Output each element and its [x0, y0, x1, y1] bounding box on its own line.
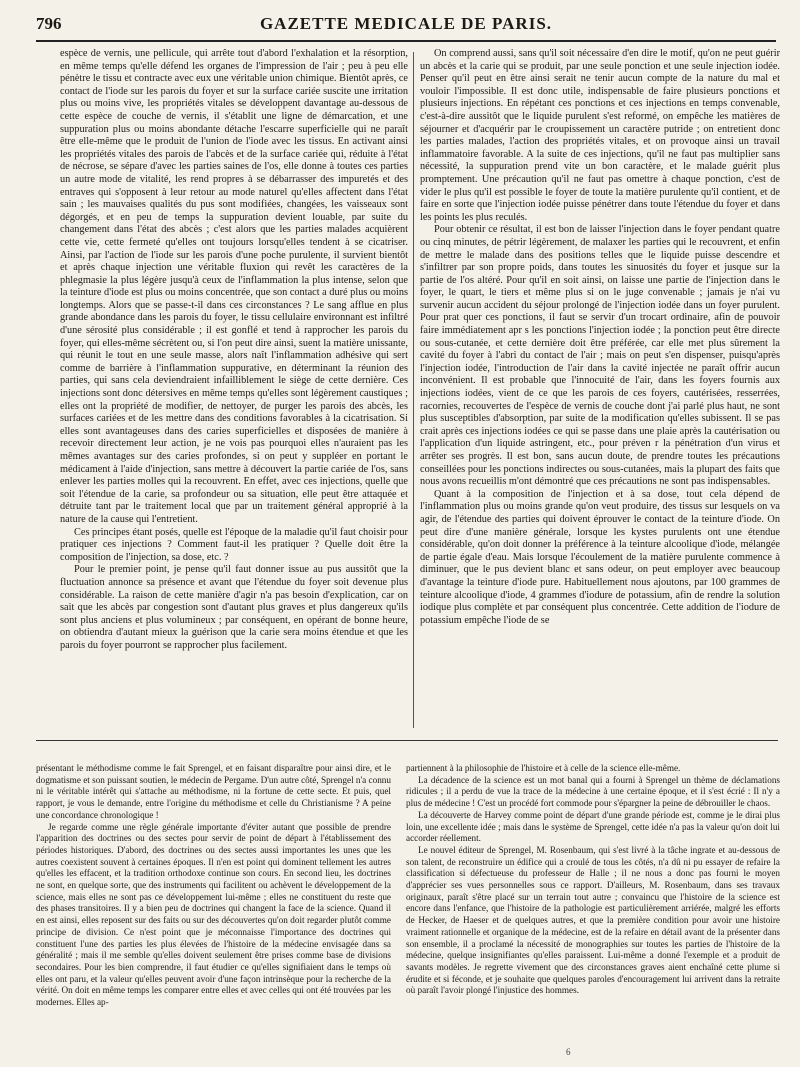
article-paragraph: On comprend aussi, sans qu'il soit nécessaire d'en dire le motif, qu'on ne peut guérir un abcès et la carie qui se produit, par une seule ponction et une seule injection iodée. Penser qu'il peut en être ainsi serait ne tenir aucun compte de la nature du mal et vouloir l'impossible. Il est donc utile, indispensable de faire plusieurs ponctions et plusieurs injections. En répétant ces ponctions et ces injections en temps convenable, c'est-à-dire aussitôt que le liquide purulent s'est reformé, on empêche les matières de séjourner et d'acquérir par le croupissement un caractère putride ; on entretient donc les parties malades, l'action des propriétés vitales, et on provoque ainsi un travail inflammatoire favorable. A la suite de ces injections, qu'il ne faut pas multiplier sans nécessité, la suppuration prend vite un bon caractère, et le malade guérit plus promptement. Une précaution qu'il ne faut pas omettre à chaque ponction, c'est de vider le plus qu'il est possible le foyer de toute la matière purulente qu'il contient, et de faire en sorte que l'injection iodée puisse pénétrer dans toute l'étendue du foyer et dans les points les plus reculés.	[420, 48, 780, 223]
page-number: 796	[36, 14, 62, 33]
feuilleton-paragraph: présentant le méthodisme comme le fait Sprengel, et en faisant disparaître pour ainsi dire, et le dogmatisme et son puissant soutien, le médecin de Pergame. D'un autre côté, Sprengel n'a connu ni le véritable intérêt qui s'attache au méthodisme, ni la fortune de cette secte. Et puis, quel rapport, je vous le demande, entre l'origine du méthodisme et celle du Christianisme ? A peine une concordance chronologique !	[36, 763, 391, 820]
article-paragraph: espèce de vernis, une pellicule, qui arrête tout d'abord l'exhalation et la résorption, en même temps qu'elle défend les organes de l'impression de l'air ; peu à peu elle pénètre le tissu et contracte avec eux une véritable union chimique. Bientôt après, ce contact de l'iode sur les parois du foyer et sur la surface cariée suscite une irritation plus ou moins vive, les propriétés vitales se développent davantage au-dessous de cette espèce de couche de vernis, il s'établit une ligne de démarcation, et une suppuration plus ou moins abondante détache l'escarre superficielle qui ne paraît être elle-même que le produit de l'union de l'iode avec les tissus. En activant ainsi les propriétés vitales des parois de l'abcès et de la surface cariée qui, réduite à l'état de nécrose, se sépare d'avec les parties saines de l'os, elle donne à toutes ces parties un autre mode de vitalité, les rend propres à se débarrasser des impuretés et des entraves qui s'opposent à leur retour au mode naturel qu'elles affectent dans l'état sain ; les mauvaises qualités du pus sont modifiées, changées, les vaisseaux sont dégorgés, et en peu de temps la suppuration devient louable, par suite du changement dans l'état des abcès ; c'est alors que les parties malades acquièrent cette vie, cette fermeté qu'elles ont toujours lorsqu'elles tendent à se cicatriser. Ainsi, par l'action de l'iode sur les parois d'une poche purulente, il survient bientôt et après chaque injection une véritable fluxion qui revêt les caractères de la phlegmasie la plus légère jusqu'à ceux de l'inflammation la plus intense, selon que la teinture d'iode est plus ou moins concentrée, que son contact a duré plus ou moins longtemps. Alors que se passe-t-il dans ces circonstances ? Le sang afflue en plus grande abondance dans les parois du foyer, le tissu cellulaire environnant est infiltré d'une sérosité plus considérable ; il est gonflé et tend à rapprocher les parois du foyer, qui elles-même sécrètent ou, si l'on peut dire ainsi, suent la matière unissante, qui réunit le tout en une seule masse, alors naît l'inflammation adhésive qui sert comme de barrière à l'inflammation suppurative, en déterminant la réunion des parties, qui sans cela deviendraient infailliblement le siège de cette dernière. Ces injections sont donc détersives en même temps qu'elles sont légèrement caustiques ; elles ont la propriété de modifier, de nettoyer, de purger les parois des abcès, les surfaces cariées et de les mettre dans des conditions favorables à la cicatrisation. Si elles sont avantageuses dans des caries superficielles et disposées de manière à recevoir directement leur action, je ne vois pas pourquoi elles n'auraient pas les mêmes avantages sur des caries profondes, si on peut y suppléer en portant le médicament à l'aide d'injection, sans mettre à découvert la partie cariée de l'os, sans enlever les parties molles qui la recouvrent. En effet, avec ces injections, quelle que soit l'étendue de la carie, sa profondeur ou sa situation, elle peut être attaquée et détruite tant par le traitement local que par un traitement général approprié à la nature de la cause qui l'entretient.	[60, 48, 408, 525]
article-paragraph: Ces principes étant posés, quelle est l'époque de la maladie qu'il faut choisir pour pratiquer ces injections ? Comment faut-il les pratiquer ? Quelle doit être la composition de l'injection, sa dose, etc. ?	[60, 526, 408, 563]
feuilleton-rule	[36, 740, 778, 741]
article-body	[60, 48, 780, 734]
feuilleton-paragraph: Le nouvel éditeur de Sprengel, M. Rosenbaum, qui s'est livré à la tâche ingrate et au-dessous de son talent, de reconstruire un édifice qui a croulé de tous les côtés, n'a dû ni pu essayer de refaire la classification si défectueuse du professeur de Halle ; il ne nous a donc pas fourni le moyen d'apprécier ses vues personnelles sous ce rapport. D'ailleurs, M. Rosenbaum, dans ses travaux originaux, paraît s'être placé sur un terrain tout autre ; convaincu que l'histoire de la science est encore dans l'enfance, que l'histoire de la pathologie est particulièrement arriérée, malgré les efforts de Hecker, de Haeser et de quelques autres, et que la première condition pour avoir une histoire vraiment rationnelle et organique de la médecine, est de la refaire en détail avant de la présenter dans son ensemble, il a proclamé la nécessité de monographies sur toutes les parties de l'histoire de la médecine, quelque insignifiantes qu'elles paraissent. Lui-même a donné l'exemple et a produit de savants modèles. Je regrette vivement que des circonstances graves aient enchaîné cette plume si érudite et si féconde, et je souhaite que quelques paroles d'encouragement lui arrivent dans la retraite où paraît l'avoir plongé l'injustice des hommes.	[406, 844, 780, 996]
article-paragraph: Pour obtenir ce résultat, il est bon de laisser l'injection dans le foyer pendant quatre ou cinq minutes, de pétrir légèrement, de malaxer les parties qui le recouvrent, et enfin de mettre le malade dans des positions telles que le liquide puisse descendre et s'infiltrer par son propre poids, dans toutes les sinuosités du foyer et jusque sur la partie de l'os altéré. Pour qu'il en soit ainsi, on laisse une partie de l'injection dans le foyer, le quart, le tiers et même plus si on le juge convenable ; jamais je n'ai vu survenir aucun accident du séjour prolongé de l'injection iodée dans un foyer purulent. Pour prat quer ces ponctions, il faut se servir d'un trocart ordinaire, afin de pouvoir faire immédiatement apr s les ponctions l'injection iodée ; la ponction peut être directe ou sous-cutanée, et cette dernière doit être préférée, car elle met plus sûrement la cavité du foyer à l'abri du contact de l'air ; mais on peut s'en dispenser, puisqu'après l'injection iodée, l'introduction de l'air dans la cavité injectée ne paraît offrir aucun inconvénient. Il est probable que l'innocuité de l'air, dans les foyers fournis aux injections iodées, vient de ce que les parois de ces foyers, cautérisées, resserrées, racornies, recouvertes de l'espèce de vernis de couche dont j'ai parlé plus haut, ne sont plus susceptibles d'absorption, par suite de la modification qu'elles subissent. Il se pas crait après ces injections iodées ce qui se passe dans une plaie après la cautérisation ou l'application d'un liquide astringent, etc., pour préven r la pénétration d'un virus et arrêter ses progrès. Il est bon, sans aucun doute, de prendre toutes les précautions conseillées pour les ponctions indirectes ou sous-cutanées, mais la plupart des faits que nous avons recueillis m'ont démontré que ces précautions ne sont pas indispensables.	[420, 224, 780, 488]
column-divider	[413, 52, 414, 728]
article-paragraph: Quant à la composition de l'injection et à sa dose, tout cela dépend de l'inflammation plus ou moins grande qu'on veut produire, des tissus sur lesquels on va agir, de l'étendue des parties qui doivent éprouver le contact de la teinture d'iode. On peut dire d'une manière générale, lorsque les kystes purulents ont une étendue considérable, qu'on doit donner la préférence à la teinture alcoolique d'iode, mélangée de partie égale d'eau. Mais lorsque l'écoulement de la matière purulente commence à diminuer, que le pus devient blanc et sans odeur, on peut employer avec beaucoup d'avantage la teinture d'iode pure. Habituellement nous ajoutons, par 100 grammes de teinture alcoolique d'iode, 4 grammes d'iodure de potassium, afin de rendre la solution iodique plus complète et par conséquent plus concentrée. Cette addition de l'iodure de potassium empêche l'iode de se	[420, 488, 780, 626]
feuilleton	[36, 763, 780, 1061]
feuilleton-paragraph: Je regarde comme une règle générale importante d'éviter autant que possible de prendre l'apparition des doctrines ou des sectes pour servir de point de départ à l'établissement des périodes historiques. D'abord, des doctrines ou des sectes aussi importantes les unes que les autres coexistent souvent à certaines époques. Il n'en est point qui dominent tellement les autres qu'elles les effacent, et la tradition orthodoxe continue son cours. En second lieu, les doctrines ne sont, en quelque sorte, que des instruments qui facilitent ou achèvent le développement de la science, mais elles ne sont pas ce développement lui-même ; elles ne constituent du reste que des phases transitoires. Il y a bien peu de doctrines qui changent la face de la science. Quand il en est ainsi, elles reposent sur des faits ou sur des découvertes qu'on doit regarder plutôt comme principe de division. Ce n'est point que je méconnaisse l'importance des doctrines qui constituent l'une des parties les plus élevées de l'histoire de la médecine envisagée dans sa généralité ; mais il me semble qu'elles doivent seulement être prises comme base de divisions secondaires. Pour les bien comprendre, il faut étudier ce qu'elles signifiaient dans le temps où elles ont paru, et la valeur qu'elles peuvent avoir d'une façon intrinsèque pour la recherche de la vérité. On doit en même temps les comparer entre elles et avec celles qui ont été trouvées par les modernes. Elles ap-	[36, 821, 391, 1008]
feuilleton-paragraph: partiennent à la philosophie de l'histoire et à celle de la science elle-même.	[406, 763, 681, 773]
journal-title: GAZETTE MEDICALE DE PARIS.	[259, 14, 553, 33]
article-paragraph: Pour le premier point, je pense qu'il faut donner issue au pus aussitôt que la fluctuation annonce sa présence et avant que l'étendue du foyer soit devenue plus considérable. La raison de cette manière d'agir n'a pas besoin d'explication, car on sait que les abcès par congestion sont d'autant plus graves et plus dangereux qu'ils sont plus anciens et plus volumineux ; par conséquent, en opérant de bonne heure, on obtiendra d'autant mieux la guérison que la carie sera moins étendue et que les parois du foyer pourront se rapprocher plus facilement.	[60, 564, 408, 651]
feuilleton-column-left	[36, 763, 391, 1061]
header-rule	[36, 40, 776, 42]
feuilleton-column-right	[406, 763, 780, 1061]
footer-mark: 6	[566, 1047, 571, 1057]
feuilleton-paragraph: La décadence de la science est un mot banal qui a fourni à Sprengel un thème de déclamations ridicules ; il a perdu de vue la trace de la médecine à une certaine époque, et il s'est écrié : Il n'y a plus de médecine ! C'est un procédé fort commode pour s'épargner la peine de débrouiller le chaos.	[406, 774, 780, 809]
article-column-right	[420, 48, 780, 734]
article-column-left	[60, 48, 408, 734]
feuilleton-paragraph: La découverte de Harvey comme point de départ d'une grande période est, comme je le dirai plus loin, une excellente idée ; mais dans le système de Sprengel, cette idée n'a pas la valeur qu'on doit lui accorder réellement.	[406, 809, 780, 844]
